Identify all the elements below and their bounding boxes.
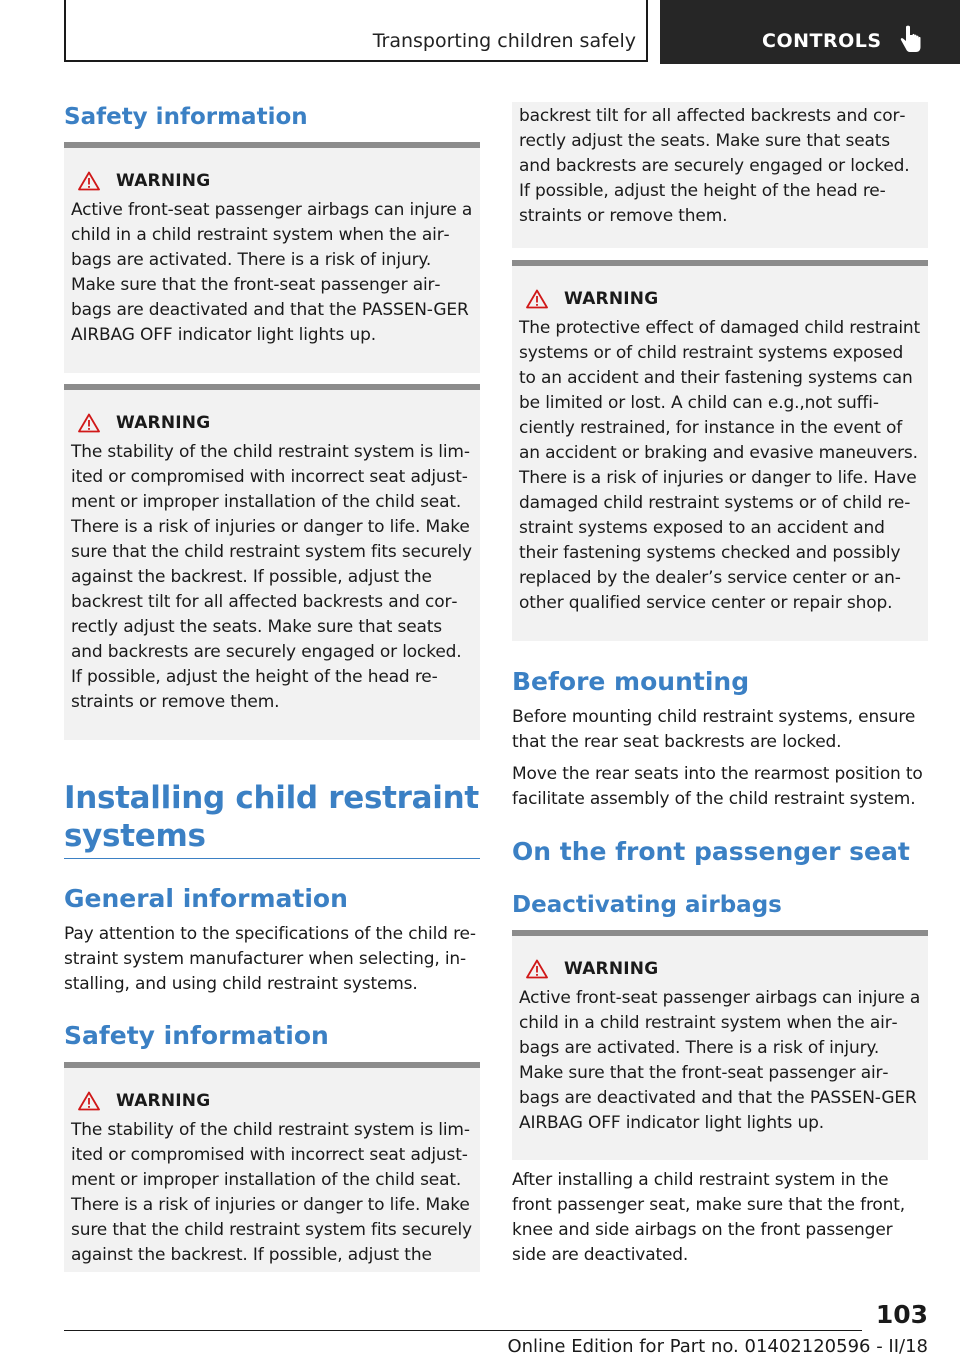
warning-box: [512, 260, 928, 641]
edition-footer: Online Edition for Part no. 01402120596 - II/18: [507, 1336, 928, 1357]
warning-box: [64, 384, 480, 740]
warning-title: [71, 1088, 474, 1114]
warning-text: Active front-seat passenger airbags can injure a child in a child restraint system when the air‐bags are activated. There is a risk of injury. Make sure that the front-seat passenger air‐bags are deactivated and that the PASSEN‐GER AIRBAG OFF indicator light lights up.: [71, 200, 473, 345]
warning-title: [71, 410, 474, 436]
warning-text: The protective effect of damaged child restraint systems or of child restraint systems exposed to an accident and their fastening systems can be limited or lost. A child can e.g.,not suffi‐ciently restrained, for instance in the event of an accident or braking and evasive maneuvers. There is a risk of injuries or danger to life. Have damaged child restraint systems or of child re‐straint systems exposed to an accident and their fastening systems checked and possibly replaced by the dealer’s service center or an‐other qualified service center or repair shop.: [519, 318, 921, 613]
hand-pointer-icon: [895, 24, 925, 54]
warning-label: WARNING: [116, 171, 211, 191]
installing-heading: Installing child restraint systems: [64, 780, 479, 854]
warning-box: [64, 142, 480, 373]
before-mounting-heading: Before mounting: [512, 667, 750, 696]
after-installing-text: After installing a child restraint system in the front passenger seat, make sure that the front, knee and side airbags on the front passenger side are deactivated.: [512, 1170, 906, 1265]
front-passenger-seat-heading: On the front passenger seat: [512, 837, 910, 866]
warning-label: WARNING: [564, 289, 659, 309]
warning-text: backrest tilt for all affected backrests and cor‐rectly adjust the seats. Make sure that seats and backrests are securely engaged or locked. If possible, adjust the height of the head re‐straints or remove them.: [519, 106, 910, 226]
warning-triangle-icon: [78, 1091, 100, 1111]
safety-information-heading-2: Safety information: [64, 1021, 329, 1050]
warning-title: [519, 286, 922, 312]
warning-label: WARNING: [116, 413, 211, 433]
warning-label: WARNING: [564, 959, 659, 979]
heading-rule: [64, 858, 480, 859]
general-information-text: Pay attention to the specifications of the child re‐straint system manufacturer when selecting, in‐stalling, and using child restraint systems.: [64, 924, 476, 994]
deactivating-airbags-heading: Deactivating airbags: [512, 892, 782, 918]
header-title: Transporting children safely: [372, 30, 636, 52]
safety-information-heading: Safety information: [64, 104, 308, 130]
before-mounting-text-1: Before mounting child restraint systems, ensure that the rear seat backrests are locked.: [512, 707, 916, 752]
footer-rule: [64, 1330, 862, 1331]
warning-label: WARNING: [116, 1091, 211, 1111]
warning-title: [71, 168, 474, 194]
warning-text: Active front-seat passenger airbags can injure a child in a child restraint system when the air‐bags are activated. There is a risk of injury. Make sure that the front-seat passenger air‐bags are deactivated and that the PASSEN‐GER AIRBAG OFF indicator light lights up.: [519, 988, 921, 1133]
warning-triangle-icon: [78, 413, 100, 433]
warning-text: The stability of the child restraint system is lim‐ited or compromised with incorrect seat adjust‐ment or improper installation of the child seat. There is a risk of injuries or danger to life. Make sure that the child restraint system fits securely against the backrest. If possible, adjust the backrest tilt for all affected backrests and cor‐rectly adjust the seats. Make sure that seats and backrests are securely engaged or locked. If possible, adjust the height of the head re‐straints or remove them.: [71, 442, 472, 712]
header-section-label: CONTROLS: [762, 30, 882, 52]
before-mounting-text-2: Move the rear seats into the rearmost position to facilitate assembly of the child restraint system.: [512, 764, 923, 809]
warning-box-continued: [512, 102, 928, 248]
general-information-heading: General information: [64, 884, 348, 913]
warning-box: [512, 930, 928, 1160]
warning-box: [64, 1062, 480, 1272]
warning-text: The stability of the child restraint system is lim‐ited or compromised with incorrect seat adjust‐ment or improper installation of the child seat. There is a risk of injuries or danger to life. Make sure that the child restraint system fits securely against the backrest. If possible, adjust the: [71, 1120, 472, 1265]
warning-triangle-icon: [526, 959, 548, 979]
warning-triangle-icon: [526, 289, 548, 309]
warning-triangle-icon: [78, 171, 100, 191]
page-number: 103: [875, 1300, 928, 1329]
warning-title: [519, 956, 922, 982]
